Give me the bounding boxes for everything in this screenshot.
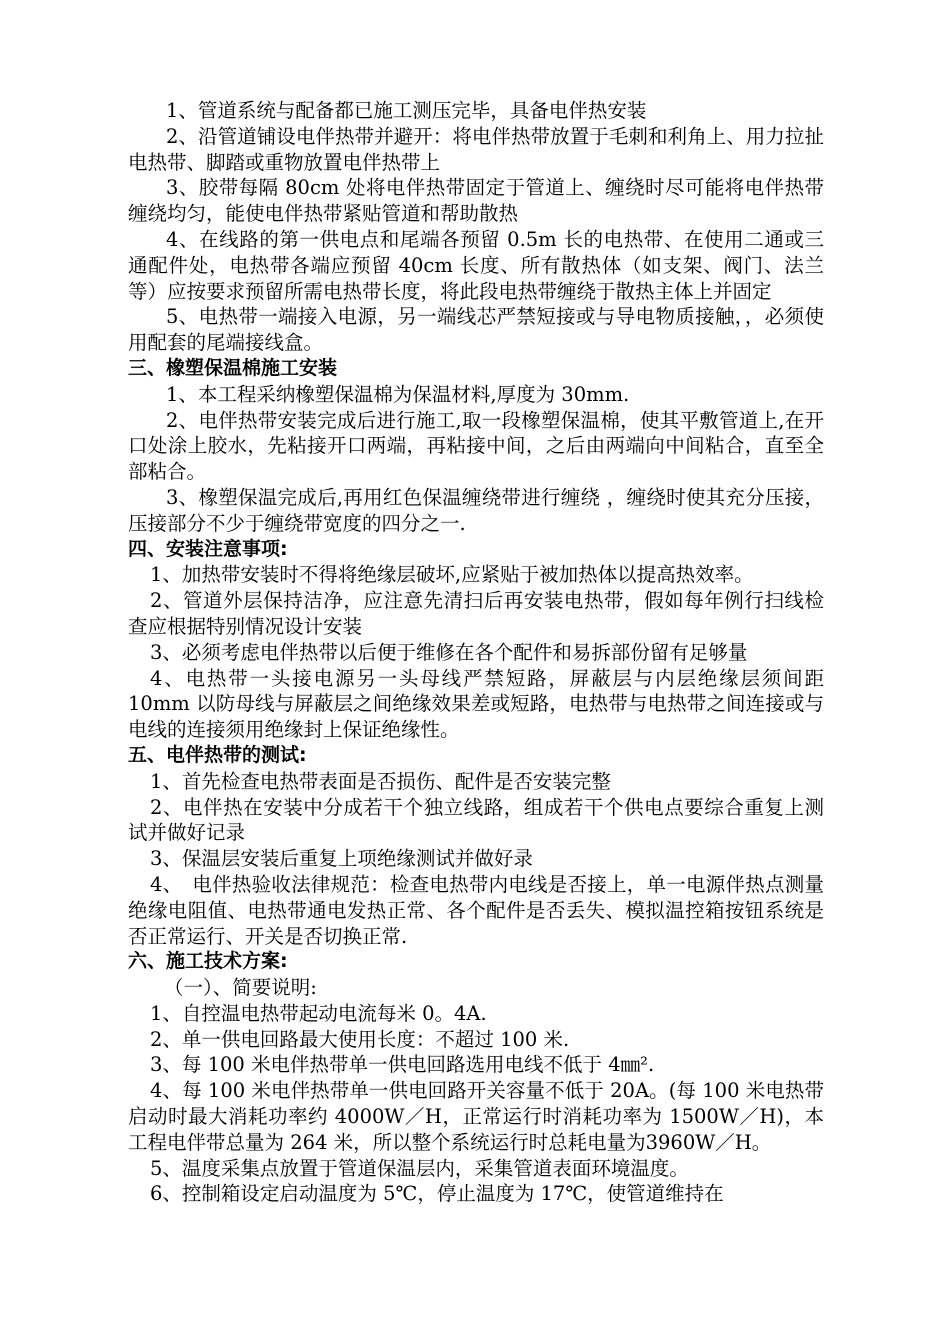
subheading-plan-summary: （一）、简要说明:	[164, 976, 317, 1000]
paragraph-install-3: 3、胶带每隔 80cm 处将电伴热带固定于管道上、缠绕时尽可能将电伴热带缠绕均匀，能使电伴热带紧贴管道和帮助散热	[128, 176, 824, 226]
paragraph-install-4: 4、在线路的第一供电点和尾端各预留 0.5m 长的电热带、在使用二通或三通配件处，电热带各端应预留 40cm 长度、所有散热体（如支架、阀门、法兰等）应按要求预留所需电热带长度，将此段电热带缠绕于散热主体上并固定	[128, 227, 824, 303]
heading-plan: 六、施工技术方案:	[128, 950, 288, 973]
paragraph-testing-4: 4、 电伴热验收法律规范：检查电热带内电线是否接上，单一电源伴热点测量绝缘电阻值、电热带通电发热正常、各个配件是否丢失、模拟温控箱按钮系统是否正常运行、开关是否切换正常.	[128, 872, 824, 948]
paragraph-plan-5: 5、温度采集点放置于管道保温层内，采集管道表面环境温度。	[150, 1156, 689, 1180]
paragraph-install-5: 5、电热带一端接入电源，另一端线芯严禁短接或与导电物质接触，，必须使用配套的尾端接线盒。	[128, 305, 824, 355]
paragraph-install-1: 1、管道系统与配备都已施工测压完毕，具备电伴热安装	[166, 99, 647, 122]
heading-testing: 五、电伴热带的测试:	[128, 743, 307, 766]
paragraph-plan-6: 6、控制箱设定启动温度为 5℃，停止温度为 17℃，使管道维持在	[150, 1182, 724, 1206]
paragraph-testing-2: 2、电伴热在安装中分成若干个独立线路，组成若干个供电点要综合重复上测试并做好记录	[128, 795, 824, 845]
paragraph-notes-4: 4、电热带一头接电源另一头母线严禁短路，屏蔽层与内层绝缘层须间距 10mm 以防母线与屏蔽层之间绝缘效果差或短路，电热带与电热带之间连接或与电线的连接须用绝缘封上保证绝缘性。	[128, 666, 824, 742]
heading-insulation: 三、橡塑保温棉施工安装	[128, 356, 338, 379]
paragraph-plan-4: 4、每 100 米电伴热带单一供电回路开关容量不低于 20A。(每 100 米电热带启动时最大消耗功率约 4000W／H，正常运行时消耗功率为 1500W／H)，本工程电伴带总量为 264 米，所以整个系统运行时总耗电量为3960W／H。	[128, 1079, 824, 1154]
paragraph-notes-1: 1、加热带安装时不得将绝缘层破坏,应紧贴于被加热体以提高热效率。	[150, 563, 754, 587]
paragraph-insulation-2: 2、电伴热带安装完成后进行施工,取一段橡塑保温棉，使其平敷管道上,在开口处涂上胶水，先粘接开口两端，再粘接中间，之后由两端向中间粘合，直至全部粘合。	[128, 408, 824, 484]
paragraph-testing-1: 1、首先检查电热带表面是否损伤、配件是否安装完整	[150, 769, 611, 793]
paragraph-plan-1: 1、自控温电热带起动电流每米 0。4A.	[150, 1001, 487, 1025]
paragraph-install-2: 2、沿管道铺设电伴热带并避开：将电伴热带放置于毛刺和利角上、用力拉扯电热带、脚踏或重物放置电伴热带上	[128, 124, 824, 174]
paragraph-notes-3: 3、必须考虑电伴热带以后便于维修在各个配件和易拆部份留有足够量	[150, 640, 748, 664]
paragraph-insulation-3: 3、橡塑保温完成后,再用红色保温缠绕带进行缠绕 ，缠绕时使其充分压接，压接部分不少于缠绕带宽度的四分之一.	[128, 485, 824, 535]
paragraph-notes-2: 2、管道外层保持洁净，应注意先清扫后再安装电热带，假如每年例行扫线检查应根据特别情况设计安装	[128, 589, 824, 638]
paragraph-testing-3: 3、保温层安装后重复上项绝缘测试并做好录	[150, 847, 533, 871]
document-body	[128, 98, 824, 1207]
paragraph-plan-3: 3、每 100 米电伴热带单一供电回路选用电线不低于 4㎜².	[150, 1053, 655, 1077]
heading-notes: 四、安装注意事项:	[128, 537, 288, 560]
paragraph-plan-2: 2、单一供电回路最大使用长度：不超过 100 米.	[150, 1027, 570, 1051]
paragraph-insulation-1: 1、本工程采纳橡塑保温棉为保温材料,厚度为 30mm.	[166, 382, 630, 406]
